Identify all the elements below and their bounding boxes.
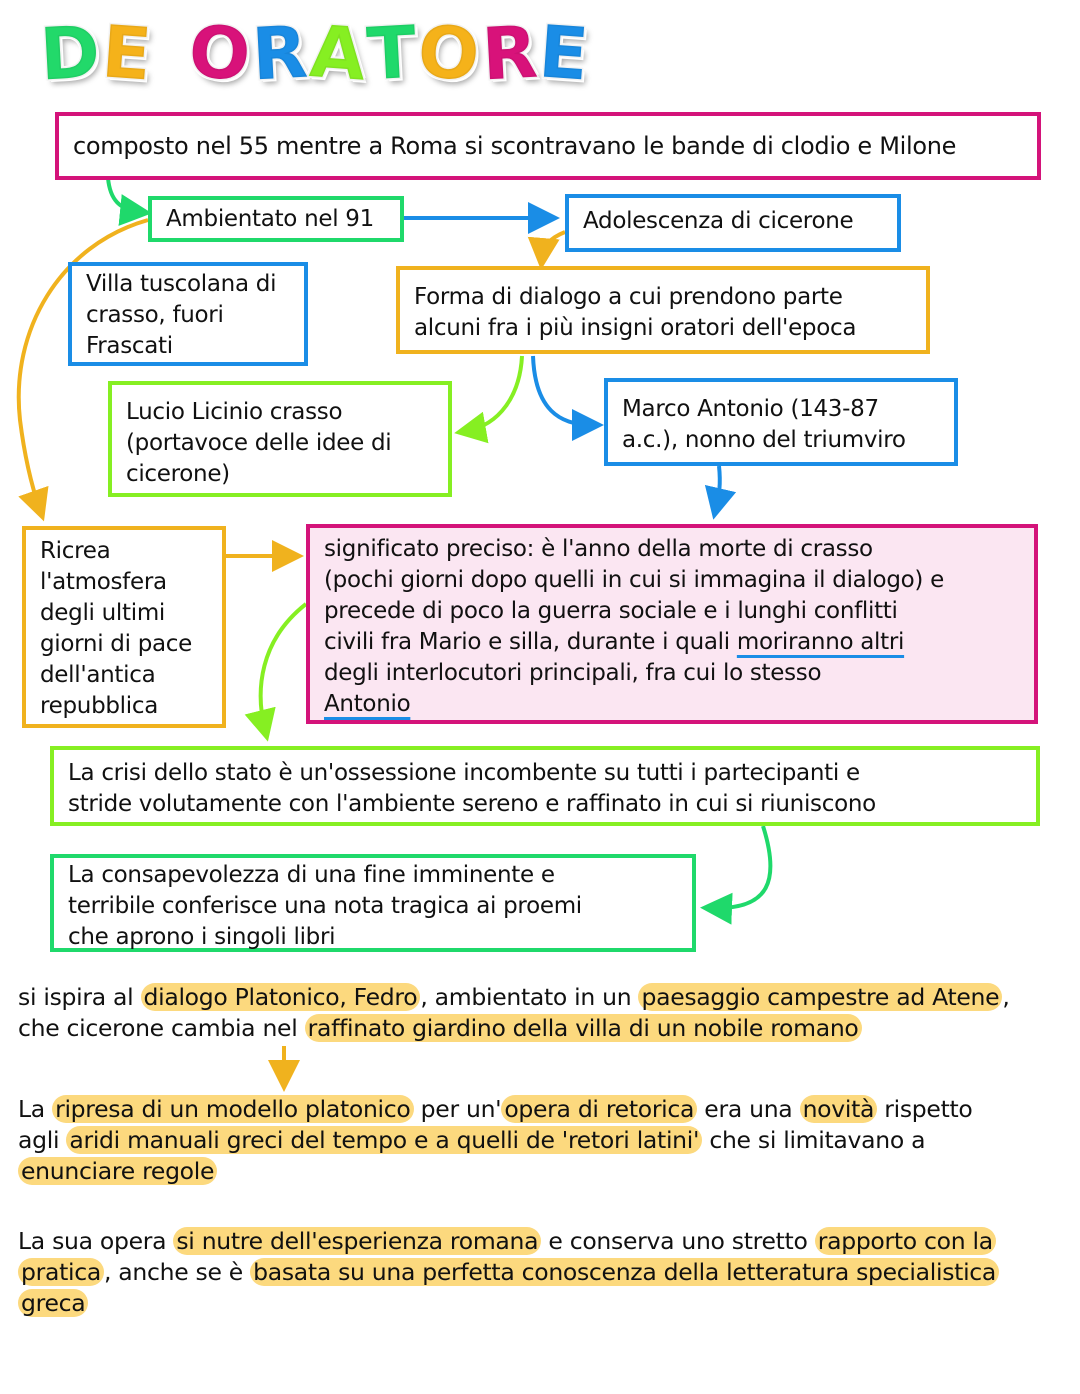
highlighted-text: paesaggio campestre ad Atene: [638, 983, 1002, 1011]
text-segment: per un': [413, 1095, 502, 1123]
highlighted-text: aridi manuali greci del tempo e a quelli de 'retori latini': [66, 1126, 702, 1154]
box-ricrea: [22, 526, 226, 728]
arrow-forma-antonio: [533, 356, 592, 425]
text-segment: , che cicerone cambia nel: [18, 983, 1010, 1042]
ambientato-text: Ambientato nel 91: [166, 206, 374, 232]
consapevolezza-line: che aprono i singoli libri: [68, 924, 336, 950]
title-letter: E: [98, 9, 156, 97]
ricrea-line: degli ultimi: [40, 600, 166, 626]
title-letter: R: [250, 9, 312, 97]
forma-line: Forma di dialogo a cui prendono parte: [414, 284, 843, 310]
title-letter: E: [536, 9, 594, 97]
text-segment: e conserva uno stretto: [541, 1227, 815, 1255]
box-adolescenza: [565, 194, 901, 252]
highlighted-text: ripresa di un modello platonico: [52, 1095, 413, 1123]
crisi-line: stride volutamente con l'ambiente sereno e raffinato in cui si riuniscono: [68, 791, 876, 817]
title-letter: A: [306, 9, 371, 97]
forma-line: alcuni fra i più insigni oratori dell'epoca: [414, 315, 857, 341]
consapevolezza-line: La consapevolezza di una fine imminente e: [68, 862, 555, 888]
significato-line: precede di poco la guerra sociale e i lunghi conflitti: [324, 598, 898, 624]
title-letter: D: [37, 9, 104, 97]
villa-line: Frascati: [86, 333, 173, 359]
box-composto: [55, 112, 1041, 180]
crasso-line: (portavoce delle idee di: [126, 430, 392, 456]
box-significato: [306, 524, 1038, 724]
text-segment: rispetto agli: [18, 1095, 973, 1154]
highlighted-text: raffinato giardino della villa di un nobile romano: [305, 1014, 862, 1042]
text-segment: , ambientato in un: [420, 983, 639, 1011]
text-segment: che si limitavano a: [702, 1126, 926, 1154]
highlighted-text: si nutre dell'esperienza romana: [173, 1227, 541, 1255]
arrow-antonio-significato: [716, 466, 720, 508]
ricrea-line: giorni di pace: [40, 631, 192, 657]
box-consapevolezza: [50, 854, 696, 952]
significato-line: degli interlocutori principali, fra cui lo stesso: [324, 660, 822, 686]
composto-text: composto nel 55 mentre a Roma si scontravano le bande di clodio e Milone: [73, 132, 957, 160]
ricrea-line: Ricrea: [40, 538, 111, 564]
ricrea-line: repubblica: [40, 693, 158, 719]
antonio-line: Marco Antonio (143-87: [622, 396, 879, 422]
crasso-line: Lucio Licinio crasso: [126, 399, 343, 425]
highlighted-text: basata su una perfetta conoscenza della letteratura specialistica greca: [18, 1258, 999, 1317]
highlighted-text: enunciare regole: [18, 1157, 217, 1185]
crisi-line: La crisi dello stato è un'ossessione incombente su tutti i partecipanti e: [68, 760, 860, 786]
highlighted-text: rapporto con la pratica: [18, 1227, 996, 1286]
paragraph-ripresa: [18, 1094, 1018, 1187]
box-crisi: [50, 746, 1040, 826]
box-crasso: [108, 381, 452, 497]
highlighted-text: dialogo Platonico, Fedro: [141, 983, 421, 1011]
text-segment: si ispira al: [18, 983, 141, 1011]
page-title: [37, 8, 594, 98]
title-letter: O: [415, 8, 485, 98]
arrow-significato-crisi: [261, 604, 306, 730]
crasso-line: cicerone): [126, 461, 230, 487]
text-segment: era una: [697, 1095, 800, 1123]
arrow-adolescenza-forma: [542, 232, 565, 258]
highlighted-text: novità: [800, 1095, 878, 1123]
box-ambientato: [148, 196, 404, 242]
box-antonio: [604, 378, 958, 466]
significato-line: [324, 627, 1020, 658]
significato-line: [324, 689, 1020, 720]
villa-line: Villa tuscolana di: [86, 271, 277, 297]
paragraph-opera: [18, 1226, 1048, 1319]
significato-text: civili fra Mario e silla, durante i quali: [324, 629, 737, 655]
highlighted-text: opera di retorica: [501, 1095, 697, 1123]
text-segment: , anche se è: [103, 1258, 251, 1286]
ricrea-line: dell'antica: [40, 662, 156, 688]
box-forma: [396, 266, 930, 354]
paragraph-fedro: [18, 982, 1058, 1044]
antonio-line: a.c.), nonno del triumviro: [622, 427, 906, 453]
title-letter: R: [479, 9, 542, 97]
consapevolezza-line: terribile conferisce una nota tragica ai proemi: [68, 893, 582, 919]
box-villa: [68, 262, 308, 366]
arrow-crisi-consapevolezza: [712, 826, 770, 908]
ricrea-line: l'atmosfera: [40, 569, 167, 595]
title-letter: O: [186, 8, 256, 98]
arrow-forma-crasso: [466, 356, 522, 431]
villa-line: crasso, fuori: [86, 302, 224, 328]
significato-line: (pochi giorni dopo quelli in cui si immagina il dialogo) e: [324, 567, 944, 593]
adolescenza-text: Adolescenza di cicerone: [583, 208, 854, 234]
significato-line: significato preciso: è l'anno della morte di crasso: [324, 536, 873, 562]
title-gap: [153, 77, 189, 79]
title-letter: T: [365, 9, 421, 97]
arrow-composto-ambientato: [108, 178, 140, 212]
text-segment: La sua opera: [18, 1227, 174, 1255]
text-segment: La: [18, 1095, 53, 1123]
underlined-text: moriranno altri: [736, 629, 905, 655]
underlined-text: Antonio: [324, 691, 411, 717]
